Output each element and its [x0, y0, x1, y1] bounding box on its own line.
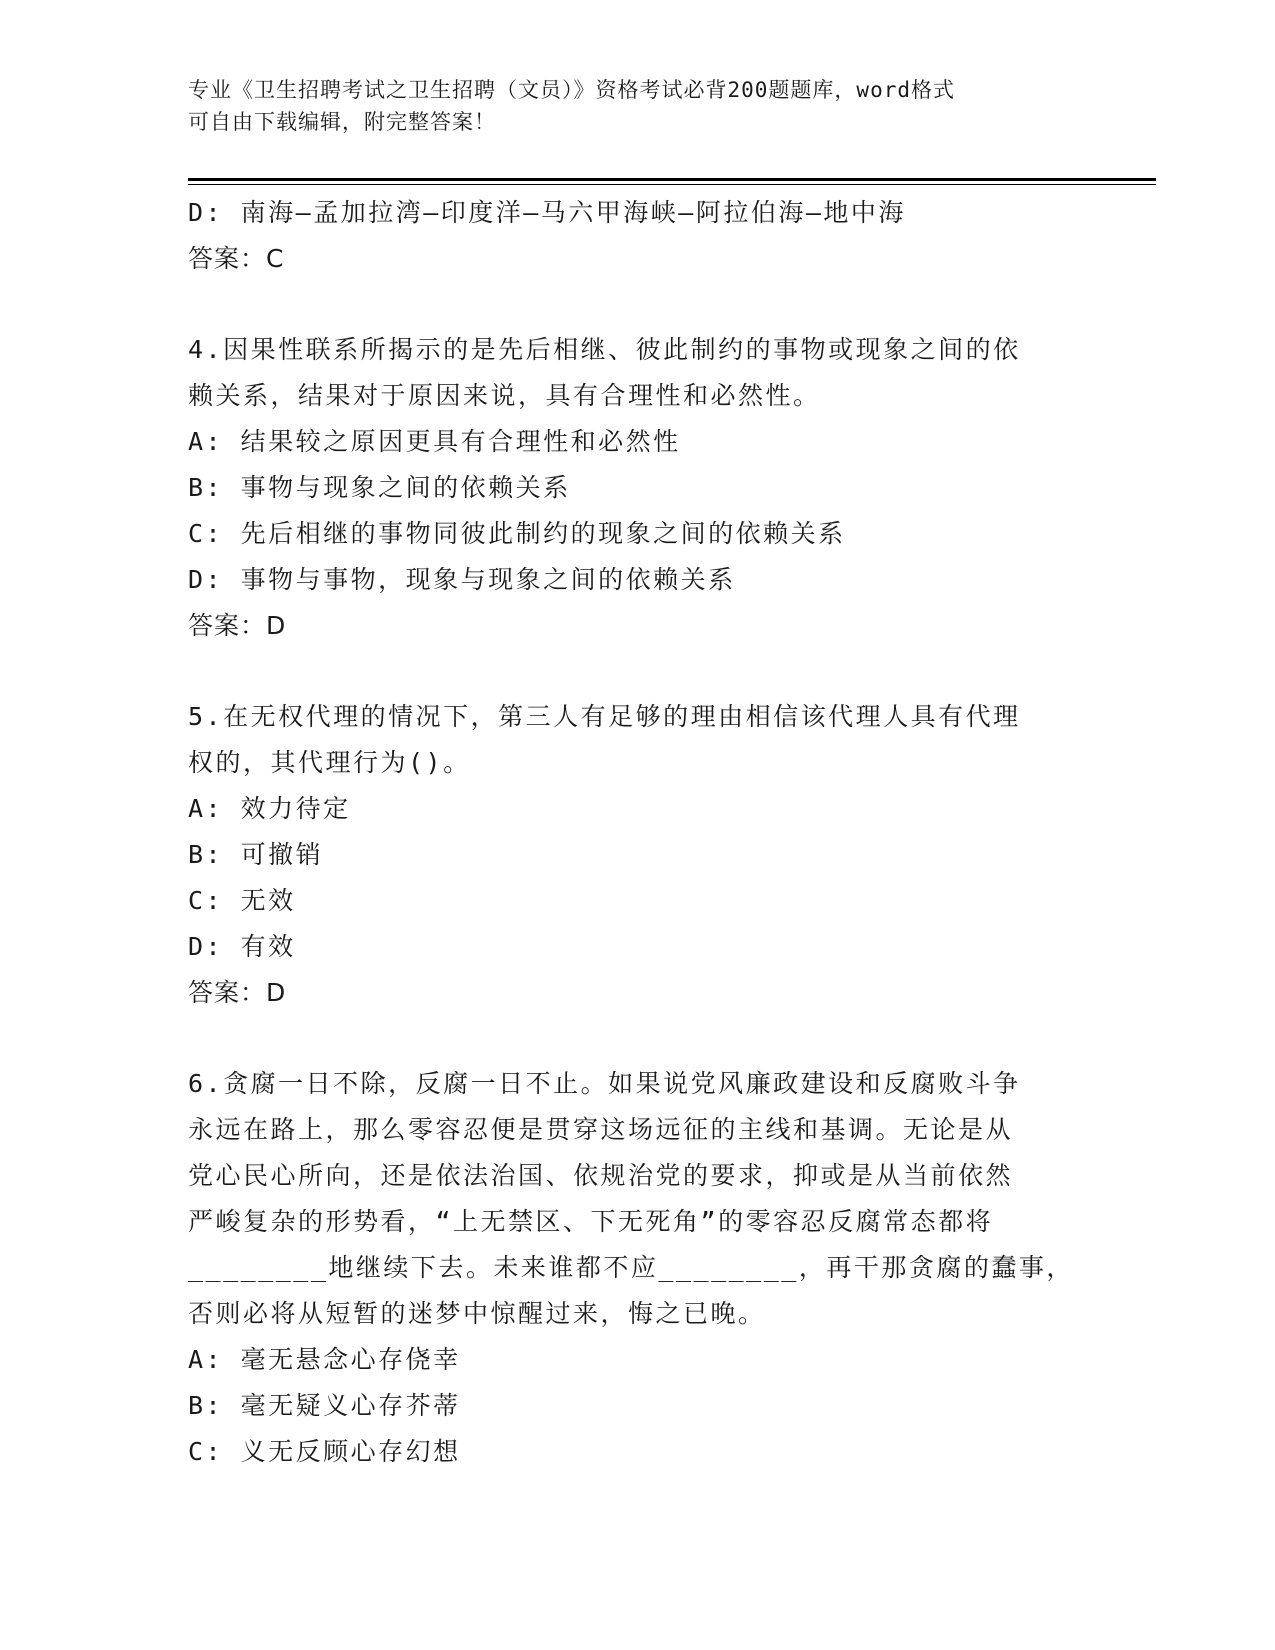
question-stem: 党心民心所向，还是依法治国、依规治党的要求，抑或是从当前依然 — [188, 1161, 1014, 1190]
question-4 — [188, 327, 1068, 649]
option-d: D: 南海—孟加拉湾—印度洋—马六甲海峡—阿拉伯海—地中海 — [188, 198, 906, 227]
option-b: B: 可撤销 — [188, 840, 324, 869]
answer-label: 答案：D — [188, 611, 287, 640]
question-stem: 永远在路上，那么零容忍便是贯穿这场远征的主线和基调。无论是从 — [188, 1115, 1014, 1144]
question-5 — [188, 694, 1068, 1016]
question-stem: 严峻复杂的形势看，“上无禁区、下无死角”的零容忍反腐常态都将 — [188, 1207, 994, 1236]
option-d: D: 事物与事物，现象与现象之间的依赖关系 — [188, 565, 736, 594]
option-c: C: 先后相继的事物同彼此制约的现象之间的依赖关系 — [188, 519, 846, 548]
question-stem: ________地继续下去。未来谁都不应________，再干那贪腐的蠢事， — [188, 1253, 1074, 1282]
header-title-line-1: 专业《卫生招聘考试之卫生招聘（文员）》资格考试必背200题题库，word格式 — [188, 78, 955, 102]
header-title-line-2: 可自由下载编辑，附完整答案！ — [188, 110, 496, 134]
option-c: C: 义无反顾心存幻想 — [188, 1437, 461, 1466]
question-6 — [188, 1061, 1074, 1475]
option-c: C: 无效 — [188, 886, 296, 915]
answer-label: 答案：C — [188, 244, 285, 273]
option-d: D: 有效 — [188, 932, 296, 961]
header-rule-thin — [188, 184, 1156, 185]
option-b: B: 事物与现象之间的依赖关系 — [188, 473, 571, 502]
question-stem: 4.因果性联系所揭示的是先后相继、彼此制约的事物或现象之间的依 — [188, 335, 1021, 364]
question-3-tail — [188, 190, 1068, 282]
option-a: A: 结果较之原因更具有合理性和必然性 — [188, 427, 681, 456]
question-stem: 赖关系，结果对于原因来说，具有合理性和必然性。 — [188, 381, 821, 410]
question-body — [188, 190, 1074, 1475]
question-stem: 权的，其代理行为()。 — [188, 748, 471, 777]
option-a: A: 效力待定 — [188, 794, 351, 823]
header-rule-thick — [188, 178, 1156, 181]
option-b: B: 毫无疑义心存芥蒂 — [188, 1391, 461, 1420]
question-stem: 6.贪腐一日不除，反腐一日不止。如果说党风廉政建设和反腐败斗争 — [188, 1069, 1021, 1098]
document-header — [188, 74, 1068, 138]
question-stem: 否则必将从短暂的迷梦中惊醒过来，悔之已晚。 — [188, 1299, 766, 1328]
option-a: A: 毫无悬念心存侥幸 — [188, 1345, 461, 1374]
question-stem: 5.在无权代理的情况下，第三人有足够的理由相信该代理人具有代理 — [188, 702, 1021, 731]
answer-label: 答案：D — [188, 978, 287, 1007]
